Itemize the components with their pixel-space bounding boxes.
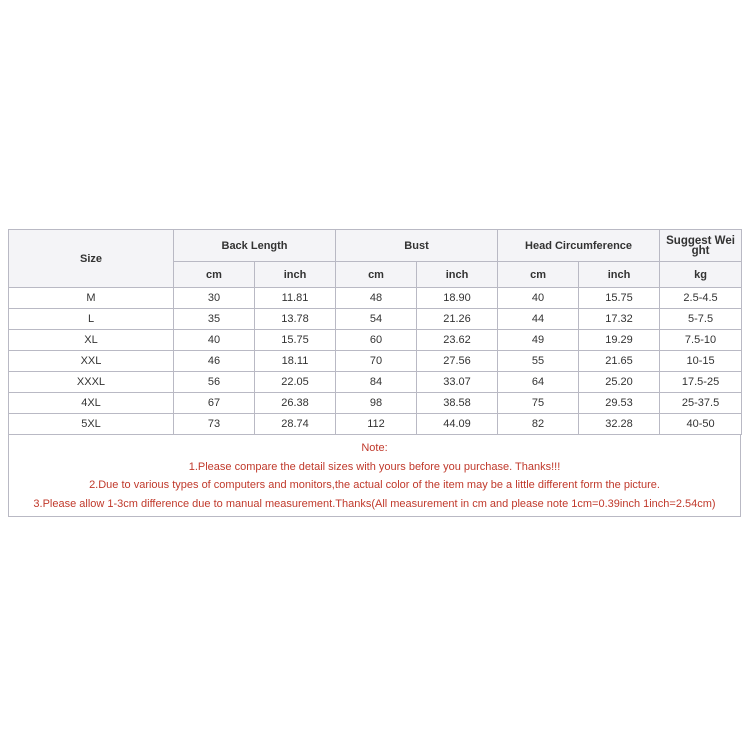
table-cell: 82: [498, 414, 579, 435]
back-length-header: Back Length: [174, 230, 336, 262]
unit-header: cm: [336, 262, 417, 288]
table-row: [9, 351, 742, 372]
table-cell: 40: [498, 288, 579, 309]
bust-header: Bust: [336, 230, 498, 262]
table-cell: 49: [498, 330, 579, 351]
table-row: [9, 372, 742, 393]
table-cell: 40: [174, 330, 255, 351]
table-cell: 11.81: [255, 288, 336, 309]
table-cell: 70: [336, 351, 417, 372]
table-row: [9, 414, 742, 435]
size-column-header: Size: [9, 230, 174, 288]
table-cell: 48: [336, 288, 417, 309]
table-cell: 5-7.5: [660, 309, 742, 330]
table-cell: 64: [498, 372, 579, 393]
unit-header: inch: [579, 262, 660, 288]
table-row: [9, 288, 742, 309]
table-cell: 15.75: [255, 330, 336, 351]
size-table: [8, 229, 742, 435]
table-cell: 18.11: [255, 351, 336, 372]
table-cell: 17.32: [579, 309, 660, 330]
note-line: 2.Due to various types of computers and monitors,the actual color of the item may be a little different form the picture.: [89, 479, 660, 491]
table-cell: 40-50: [660, 414, 742, 435]
table-cell: 112: [336, 414, 417, 435]
table-cell: 56: [174, 372, 255, 393]
table-cell: 13.78: [255, 309, 336, 330]
table-cell: 38.58: [417, 393, 498, 414]
table-cell: 33.07: [417, 372, 498, 393]
table-cell: 10-15: [660, 351, 742, 372]
size-chart: [8, 229, 741, 517]
table-cell: 22.05: [255, 372, 336, 393]
size-cell: L: [9, 309, 174, 330]
notes-box: [8, 435, 741, 517]
table-cell: 19.29: [579, 330, 660, 351]
size-cell: 5XL: [9, 414, 174, 435]
size-cell: XL: [9, 330, 174, 351]
table-cell: 21.65: [579, 351, 660, 372]
table-cell: 54: [336, 309, 417, 330]
suggest-weight-header: [660, 230, 742, 262]
head-circumference-header: Head Circumference: [498, 230, 660, 262]
table-cell: 26.38: [255, 393, 336, 414]
table-cell: 27.56: [417, 351, 498, 372]
table-row: [9, 330, 742, 351]
table-cell: 15.75: [579, 288, 660, 309]
table-cell: 28.74: [255, 414, 336, 435]
unit-header: kg: [660, 262, 742, 288]
table-cell: 60: [336, 330, 417, 351]
table-cell: 25.20: [579, 372, 660, 393]
note-line: 3.Please allow 1-3cm difference due to manual measurement.Thanks(All measurement in cm and please note 1cm=0.39inch 1inch=2.54cm): [33, 497, 716, 510]
unit-header: cm: [498, 262, 579, 288]
table-row: [9, 393, 742, 414]
table-cell: 23.62: [417, 330, 498, 351]
size-cell: XXXL: [9, 372, 174, 393]
unit-header: cm: [174, 262, 255, 288]
table-cell: 84: [336, 372, 417, 393]
unit-header: inch: [417, 262, 498, 288]
table-row: [9, 309, 742, 330]
table-cell: 35: [174, 309, 255, 330]
unit-header: inch: [255, 262, 336, 288]
table-cell: 67: [174, 393, 255, 414]
table-cell: 75: [498, 393, 579, 414]
table-cell: 44: [498, 309, 579, 330]
table-cell: 73: [174, 414, 255, 435]
table-cell: 18.90: [417, 288, 498, 309]
suggest-weight-label: Suggest Wei ght: [666, 234, 735, 257]
size-cell: XXL: [9, 351, 174, 372]
table-cell: 32.28: [579, 414, 660, 435]
note-line: 1.Please compare the detail sizes with yours before you purchase. Thanks!!!: [188, 460, 561, 473]
table-cell: 55: [498, 351, 579, 372]
table-cell: 44.09: [417, 414, 498, 435]
table-cell: 46: [174, 351, 255, 372]
table-cell: 30: [174, 288, 255, 309]
size-cell: 4XL: [9, 393, 174, 414]
table-cell: 98: [336, 393, 417, 414]
table-cell: 25-37.5: [660, 393, 742, 414]
table-cell: 7.5-10: [660, 330, 742, 351]
table-cell: 17.5-25: [660, 372, 742, 393]
note-title: Note:: [361, 442, 388, 454]
table-cell: 2.5-4.5: [660, 288, 742, 309]
table-cell: 29.53: [579, 393, 660, 414]
table-cell: 21.26: [417, 309, 498, 330]
size-cell: M: [9, 288, 174, 309]
